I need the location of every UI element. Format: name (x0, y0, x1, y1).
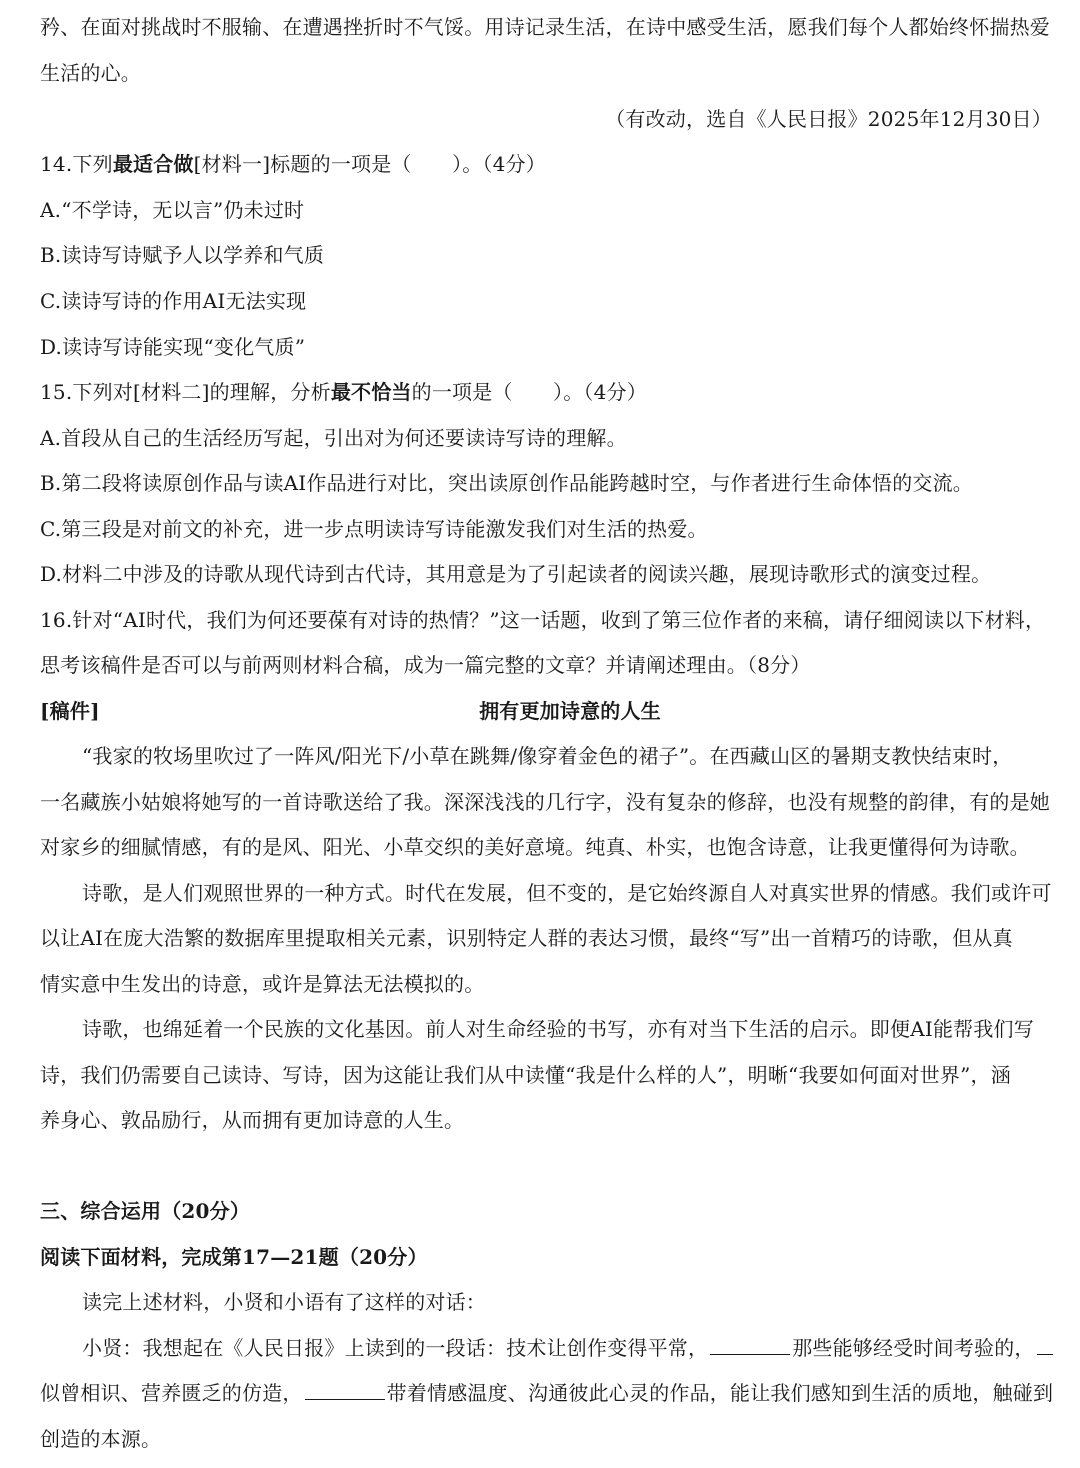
q14-stem-post: [材料一]标题的一项是（ ）。（4分） (193, 152, 546, 176)
manuscript-title: 拥有更加诗意的人生 (479, 699, 661, 723)
q15-stem-pre: 15.下列对[材料二]的理解，分析 (40, 380, 331, 404)
manuscript-p3-line-2: 诗，我们仍需要自己读诗、写诗，因为这能让我们从中读懂“我是什么样的人”，明晰“我要如何面对世界”，涵 (40, 1063, 1011, 1087)
manuscript-p3-line-3: 养身心、敦品励行，从而拥有更加诗意的人生。 (40, 1108, 465, 1132)
intro-line-1: 矜、在面对挑战时不服输、在遭遇挫折时不气馁。用诗记录生活，在诗中感受生活，愿我们每个人都始终怀揣热爱 (40, 15, 1050, 39)
q14-option-c: C.读诗写诗的作用AI无法实现 (40, 289, 307, 313)
dialog-text-b: 那些能够经受时间考验的， (792, 1336, 1035, 1360)
question-14-stem (40, 149, 1060, 179)
dialog-text-d: 带着情感温度、沟通彼此心灵的作品，能让我们感知到生活的质地，触碰到 (386, 1381, 1054, 1405)
q14-option-a: A.“不学诗，无以言”仍未过时 (40, 198, 305, 222)
manuscript-tag: [稿件] (40, 699, 100, 723)
question-16-line-2: 思考该稿件是否可以与前两则材料合稿，成为一篇完整的文章？并请阐述理由。（8分） (40, 653, 811, 677)
dialog-line-1 (82, 1333, 1060, 1363)
manuscript-p2-line-3: 情实意中生发出的诗意，或许是算法无法模拟的。 (40, 972, 485, 996)
question-15-stem (40, 377, 1060, 407)
q15-option-c: C.第三段是对前文的补充，进一步点明读诗写诗能激发我们对生活的热爱。 (40, 517, 708, 541)
intro-line-2: 生活的心。 (40, 61, 141, 85)
dialog-line-3: 创造的本源。 (40, 1427, 162, 1451)
q14-option-b: B.读诗写诗赋予人以学养和气质 (40, 243, 325, 267)
q15-stem-bold: 最不恰当 (330, 380, 412, 404)
manuscript-p1-line-2: 一名藏族小姑娘将她写的一首诗歌送给了我。深深浅浅的几行字，没有复杂的修辞，也没有规整的韵律，有的是她 (40, 790, 1050, 814)
section-3-instruction: 阅读下面材料，完成第17—21题（20分） (40, 1245, 428, 1269)
section-3-intro: 读完上述材料，小贤和小语有了这样的对话： (82, 1290, 486, 1314)
dialog-line-2 (40, 1378, 1060, 1408)
q14-stem-bold: 最适合做 (112, 152, 194, 176)
question-16-line-1: 16.针对“AI时代，我们为何还要葆有对诗的热情？”这一话题，收到了第三位作者的来稿，请仔细阅读以下材料， (40, 608, 1046, 632)
q15-stem-post: 的一项是（ ）。（4分） (411, 380, 647, 404)
q14-option-d: D.读诗写诗能实现“变化气质” (40, 335, 306, 359)
manuscript-p3-line-1: 诗歌，也绵延着一个民族的文化基因。前人对生命经验的书写，亦有对当下生活的启示。即便AI能帮我们写 (82, 1017, 1034, 1041)
dialog-text-c: 似曾相识、营养匮乏的仿造， (40, 1381, 303, 1405)
q15-option-a: A.首段从自己的生活经历写起，引出对为何还要读诗写诗的理解。 (40, 426, 627, 450)
q15-option-d: D.材料二中涉及的诗歌从现代诗到古代诗，其用意是为了引起读者的阅读兴趣，展现诗歌形式的演变过程。 (40, 562, 992, 586)
q15-option-b: B.第二段将读原创作品与读AI作品进行对比，突出读原创作品能跨越时空，与作者进行生命体悟的交流。 (40, 471, 973, 495)
manuscript-p1-line-1: “我家的牧场里吹过了一阵风/阳光下/小草在跳舞/像穿着金色的裙子”。在西藏山区的暑期支教快结束时， (82, 744, 1013, 768)
dialog-text-a: 小贤：我想起在《人民日报》上读到的一段话：技术让创作变得平常， (82, 1336, 709, 1360)
manuscript-p1-line-3: 对家乡的细腻情感，有的是风、阳光、小草交织的美好意境。纯真、朴实，也饱含诗意，让我更懂得何为诗歌。 (40, 835, 1030, 859)
fill-blank-1[interactable] (710, 1334, 790, 1355)
q14-stem-pre: 14.下列 (40, 152, 113, 176)
source-citation: （有改动，选自《人民日报》2025年12月30日） (605, 107, 1052, 131)
fill-blank-3[interactable] (305, 1379, 385, 1400)
manuscript-p2-line-1: 诗歌，是人们观照世界的一种方式。时代在发展，但不变的，是它始终源自人对真实世界的情感。我们或许可 (82, 881, 1052, 905)
manuscript-p2-line-2: 以让AI在庞大浩繁的数据库里提取相关元素，识别特定人群的表达习惯，最终“写”出一首精巧的诗歌，但从真 (40, 926, 1013, 950)
fill-blank-2[interactable] (1037, 1334, 1053, 1355)
section-3-heading: 三、综合运用（20分） (40, 1199, 251, 1223)
manuscript-header (40, 696, 1060, 726)
